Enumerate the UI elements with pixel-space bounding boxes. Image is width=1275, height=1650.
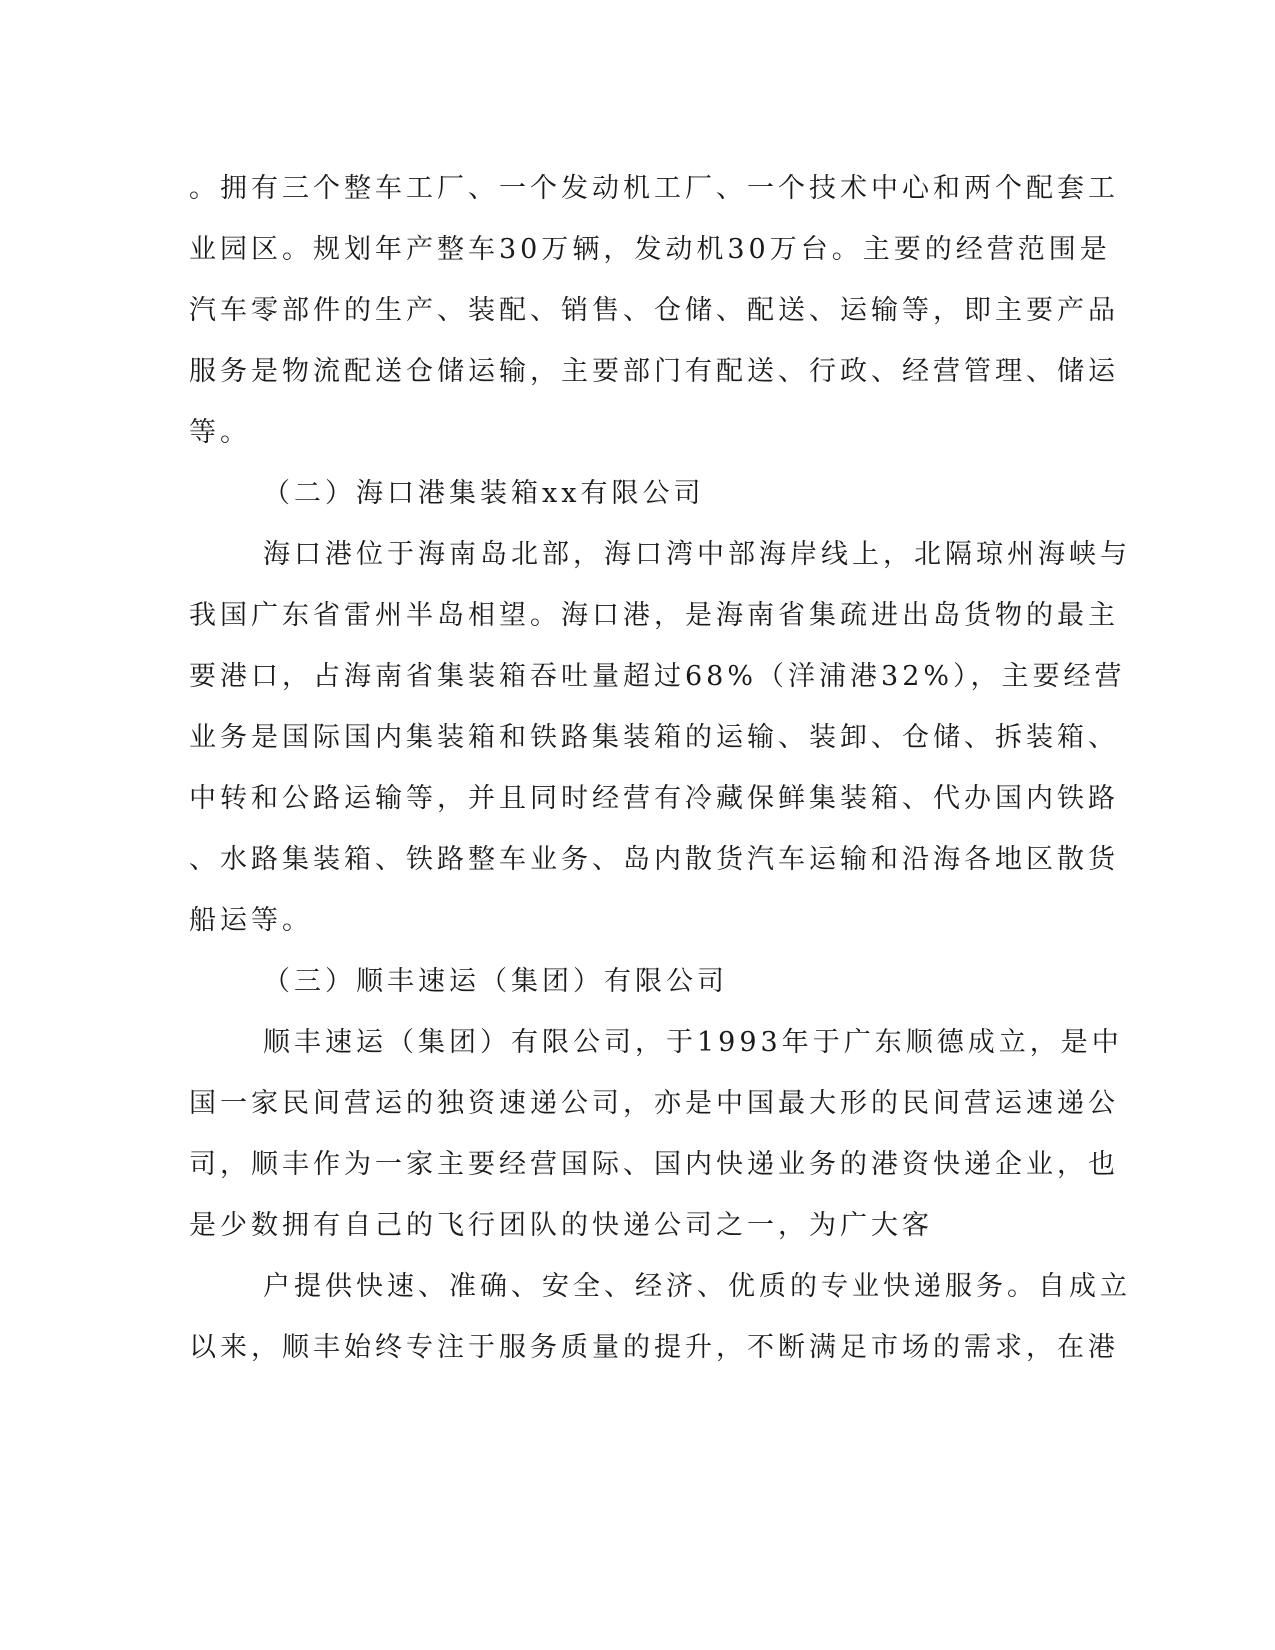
text-line: 。拥有三个整车工厂、一个发动机工厂、一个技术中心和两个配套工: [189, 173, 1119, 204]
text-line: 以来，顺丰始终专注于服务质量的提升，不断满足市场的需求，在港: [189, 1332, 1119, 1363]
text-line: 船运等。: [189, 905, 313, 936]
text-line: 我国广东省雷州半岛相望。海口港，是海南省集疏进出岛货物的最主: [189, 600, 1119, 631]
text-line: 业务是国际国内集装箱和铁路集装箱的运输、装卸、仓储、拆装箱、: [189, 722, 1119, 753]
section-heading: （三）顺丰速运（集团）有限公司: [263, 966, 728, 997]
text-line: 司，顺丰作为一家主要经营国际、国内快递业务的港资快递企业，也: [189, 1149, 1119, 1180]
text-line: 、水路集装箱、铁路整车业务、岛内散货汽车运输和沿海各地区散货: [189, 844, 1119, 875]
text-line: 是少数拥有自己的飞行团队的快递公司之一，为广大客: [189, 1210, 933, 1241]
paragraph-start-line: 顺丰速运（集团）有限公司，于1993年于广东顺德成立，是中: [263, 1027, 1123, 1058]
text-line: 国一家民间营运的独资速递公司，亦是中国最大形的民间营运速递公: [189, 1088, 1119, 1119]
text-line: 中转和公路运输等，并且同时经营有冷藏保鲜集装箱、代办国内铁路: [189, 783, 1119, 814]
paragraph-start-line: 海口港位于海南岛北部，海口湾中部海岸线上，北隔琼州海峡与: [263, 539, 1131, 570]
text-line: 业园区。规划年产整车30万辆，发动机30万台。主要的经营范围是: [189, 234, 1111, 265]
document-body: [189, 158, 1131, 1378]
text-line: 汽车零部件的生产、装配、销售、仓储、配送、运输等，即主要产品: [189, 295, 1119, 326]
text-line: 要港口，占海南省集装箱吞吐量超过68%（洋浦港32%），主要经营: [189, 661, 1126, 692]
text-line: 等。: [189, 417, 251, 448]
text-line: 服务是物流配送仓储运输，主要部门有配送、行政、经营管理、储运: [189, 356, 1119, 387]
section-heading: （二）海口港集装箱xx有限公司: [263, 478, 705, 509]
paragraph-start-line: 户提供快速、准确、安全、经济、优质的专业快递服务。自成立: [263, 1271, 1131, 1302]
